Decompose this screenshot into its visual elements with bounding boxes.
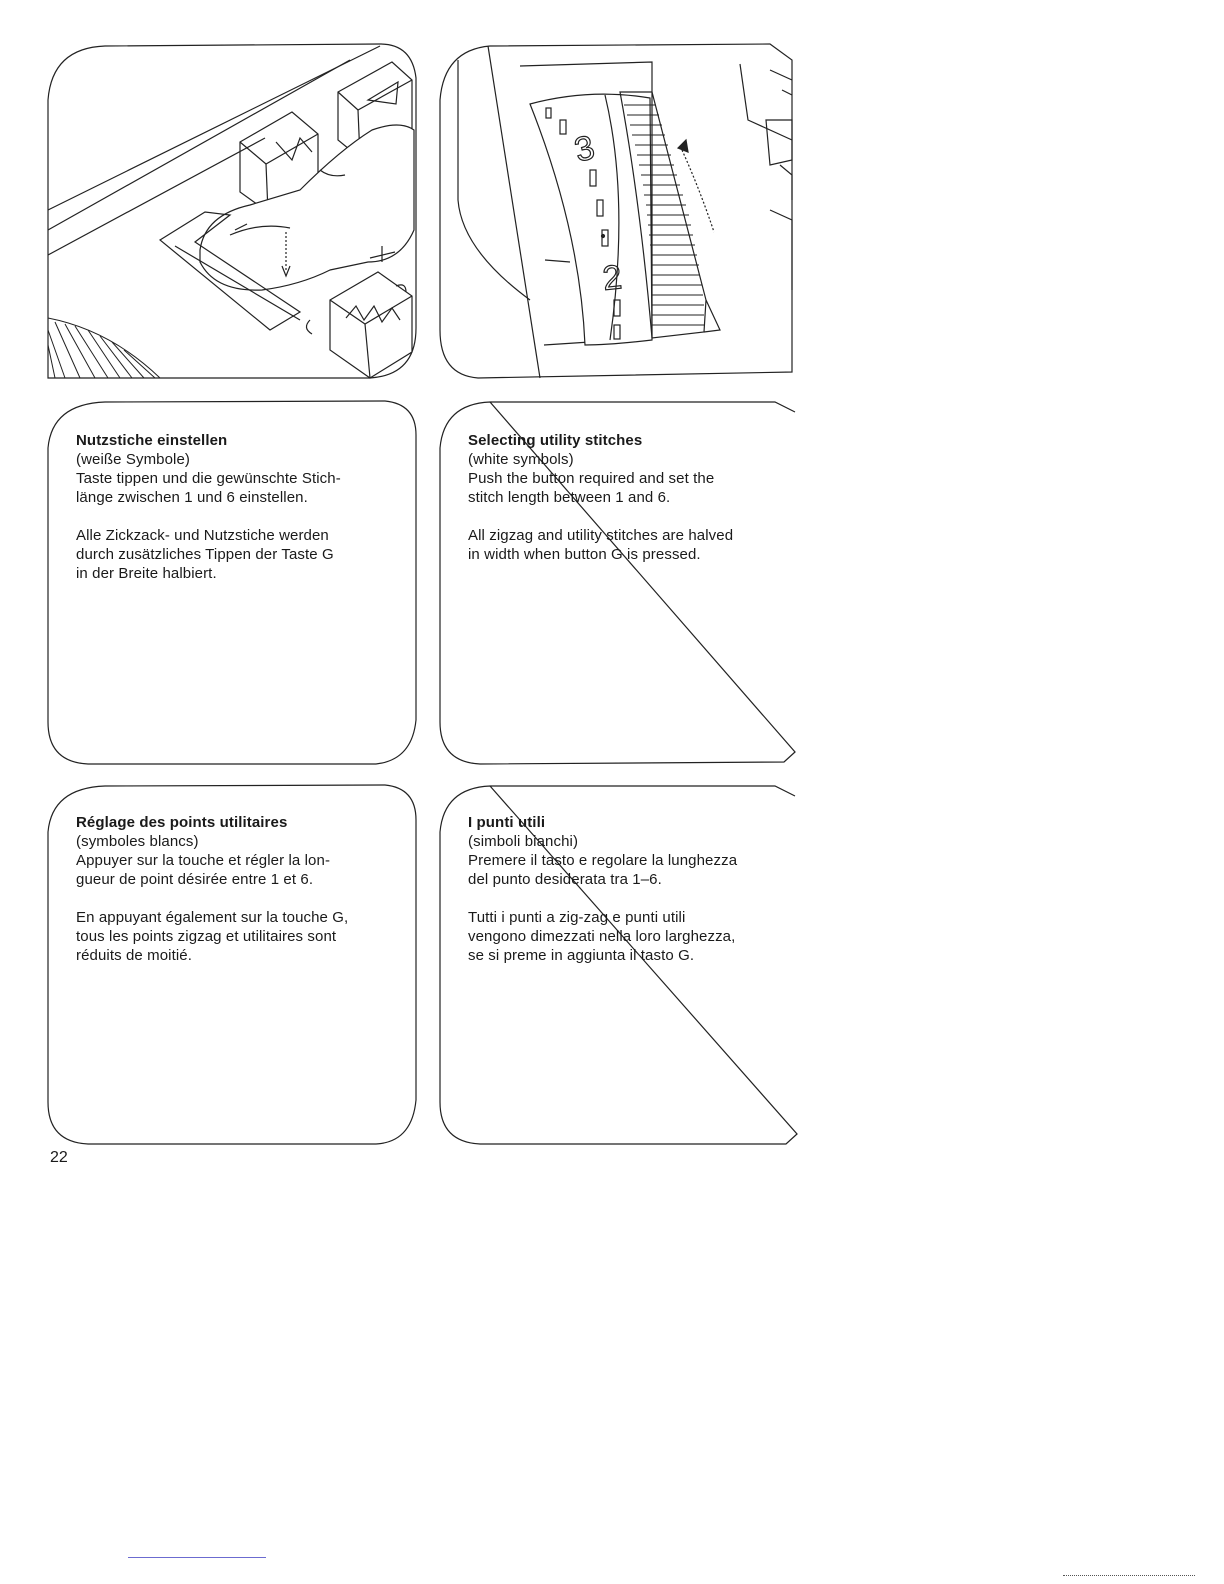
keypad-illustration xyxy=(48,44,416,378)
panel-de xyxy=(76,431,341,583)
panel-en-line: All zigzag and utility stitches are halved xyxy=(468,527,734,544)
panel-it-line: Tutti i punti a zig-zag e punti utili xyxy=(468,909,686,926)
panel-en-line: in width when button G is pressed. xyxy=(468,546,701,563)
panel-fr-line: tous les points zigzag et utilitaires sont xyxy=(76,928,337,945)
panel-de-line: (weiße Symbole) xyxy=(76,451,191,468)
panel-en-line: Push the button required and set the xyxy=(468,470,715,487)
panel-de-line: Taste tippen und die gewünschte Stich- xyxy=(76,470,341,487)
zigzag-key-icon xyxy=(330,272,412,378)
panel-fr-line: Appuyer sur la touche et régler la lon- xyxy=(76,852,331,869)
panel-it-line: vengono dimezzati nella loro larghezza, xyxy=(468,928,736,945)
rotation-arrow-icon xyxy=(678,140,714,232)
panel-fr-line: En appuyant également sur la touche G, xyxy=(76,909,349,926)
panel-en-line: stitch length between 1 and 6. xyxy=(468,489,671,506)
finger-press-icon xyxy=(200,125,414,290)
panel-it-line: del punto desiderata tra 1–6. xyxy=(468,871,662,888)
panel-de-line: Alle Zickzack- und Nutzstiche werden xyxy=(76,527,329,544)
page-number: 22 xyxy=(50,1149,68,1166)
panel-de-line: länge zwischen 1 und 6 einstellen. xyxy=(76,489,308,506)
panel-it-line: (simboli bianchi) xyxy=(468,833,579,850)
footer-rule xyxy=(1063,1575,1195,1576)
footer-rule xyxy=(128,1557,266,1558)
stitch-length-dial-icon xyxy=(530,92,720,345)
panel-fr-title: Réglage des points utilitaires xyxy=(76,814,288,831)
panel-en xyxy=(468,431,733,564)
dial-number-2: 2 xyxy=(600,258,624,298)
panel-en-title: Selecting utility stitches xyxy=(468,432,643,449)
panel-de-line: durch zusätzliches Tippen der Taste G xyxy=(76,546,334,563)
panel-it-line: se si preme in aggiunta il tasto G. xyxy=(468,947,695,964)
panel-fr xyxy=(76,813,348,965)
panel-fr-line: (symboles blancs) xyxy=(76,833,199,850)
panel-de-title: Nutzstiche einstellen xyxy=(76,432,228,449)
panel-de-line: in der Breite halbiert. xyxy=(76,565,217,582)
dial-number-3: 3 xyxy=(570,128,599,170)
dial-illustration xyxy=(440,44,792,378)
panel-it-title: I punti utili xyxy=(468,814,546,831)
panel-en-line: (white symbols) xyxy=(468,451,574,468)
panel-fr-line: réduits de moitié. xyxy=(76,947,193,964)
panel-it xyxy=(468,813,737,965)
panel-fr-line: gueur de point désirée entre 1 et 6. xyxy=(76,871,314,888)
panel-it-line: Premere il tasto e regolare la lunghezza xyxy=(468,852,738,869)
